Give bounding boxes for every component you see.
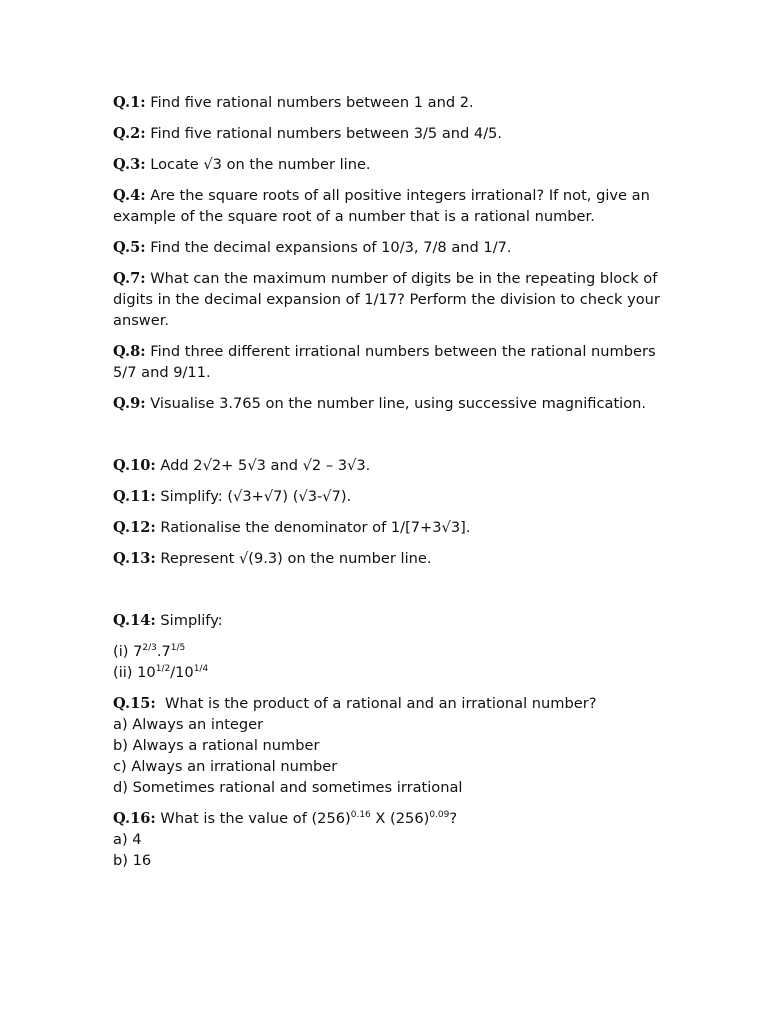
option-b: b) 16 [113, 852, 152, 869]
option-c: c) Always an irrational number [113, 758, 338, 775]
worksheet [113, 92, 661, 881]
sub-part-text: .7 [156, 643, 171, 660]
option-b: b) Always a rational number [113, 737, 320, 754]
question-number: Q.2: [113, 125, 146, 142]
exponent: 1/5 [170, 643, 186, 653]
question-text: Rationalise the denominator of 1/[7+3√3]. [155, 519, 471, 536]
question-4 [113, 185, 661, 227]
exponent: 1/4 [193, 664, 209, 674]
question-text: What can the maximum number of digits be in the repeating block of digits in the decimal expansion of 1/17? Perform the division to check your answer. [113, 270, 660, 329]
spacer [113, 424, 661, 455]
question-number: Q.4: [113, 187, 146, 204]
question-number: Q.10: [113, 457, 156, 474]
question-text: ? [449, 810, 458, 827]
question-number: Q.14: [113, 612, 156, 629]
sub-part-i [113, 641, 661, 662]
question-number: Q.3: [113, 156, 146, 173]
question-text: Locate √3 on the number line. [145, 156, 371, 173]
question-7 [113, 268, 661, 331]
question-stem [113, 808, 661, 829]
exponent: 1/2 [155, 664, 171, 674]
question-number: Q.8: [113, 343, 146, 360]
question-number: Q.5: [113, 239, 146, 256]
question-13 [113, 548, 661, 569]
question-text: Are the square roots of all positive integers irrational? If not, give an example of the square root of a number that is a rational number. [113, 187, 650, 225]
exponent: 2/3 [142, 643, 157, 653]
question-16 [113, 808, 661, 871]
question-1 [113, 92, 661, 113]
question-number: Q.16: [113, 810, 156, 827]
question-number: Q.9: [113, 395, 146, 412]
sub-part-text: /10 [170, 664, 194, 681]
sub-part-text: (ii) 10 [113, 664, 156, 681]
exponent: 0.09 [429, 810, 450, 820]
question-number: Q.13: [113, 550, 156, 567]
question-text: Find the decimal expansions of 10/3, 7/8 and 1/7. [145, 239, 512, 256]
question-text: X (256) [370, 810, 430, 827]
question-number: Q.15: [113, 695, 156, 712]
question-stem [113, 693, 661, 714]
option-d: d) Sometimes rational and sometimes irrational [113, 779, 463, 796]
question-14-parts [113, 641, 661, 683]
exponent: 0.16 [350, 810, 371, 820]
question-14 [113, 610, 661, 631]
question-text: What is the value of (256) [155, 810, 351, 827]
sub-part-ii [113, 662, 661, 683]
question-number: Q.1: [113, 94, 146, 111]
question-text: Represent √(9.3) on the number line. [155, 550, 432, 567]
question-number: Q.11: [113, 488, 156, 505]
question-5 [113, 237, 661, 258]
question-text: Find five rational numbers between 3/5 and 4/5. [145, 125, 503, 142]
question-text: Find five rational numbers between 1 and 2. [145, 94, 474, 111]
question-text: Simplify: [155, 612, 223, 629]
question-number: Q.12: [113, 519, 156, 536]
question-number: Q.7: [113, 270, 146, 287]
question-text: Simplify: (√3+√7) (√3-√7). [155, 488, 352, 505]
question-15 [113, 693, 661, 798]
question-10 [113, 455, 661, 476]
question-text: Find three different irrational numbers between the rational numbers 5/7 and 9/11. [113, 343, 656, 381]
question-text: What is the product of a rational and an irrational number? [155, 695, 597, 712]
option-a: a) 4 [113, 831, 142, 848]
option-a: a) Always an integer [113, 716, 264, 733]
question-2 [113, 123, 661, 144]
question-12 [113, 517, 661, 538]
question-8 [113, 341, 661, 383]
question-11 [113, 486, 661, 507]
spacer [113, 579, 661, 610]
question-9 [113, 393, 661, 414]
question-3 [113, 154, 661, 175]
question-text: Add 2√2+ 5√3 and √2 – 3√3. [155, 457, 371, 474]
question-text: Visualise 3.765 on the number line, using successive magnification. [145, 395, 647, 412]
sub-part-text: (i) 7 [113, 643, 143, 660]
